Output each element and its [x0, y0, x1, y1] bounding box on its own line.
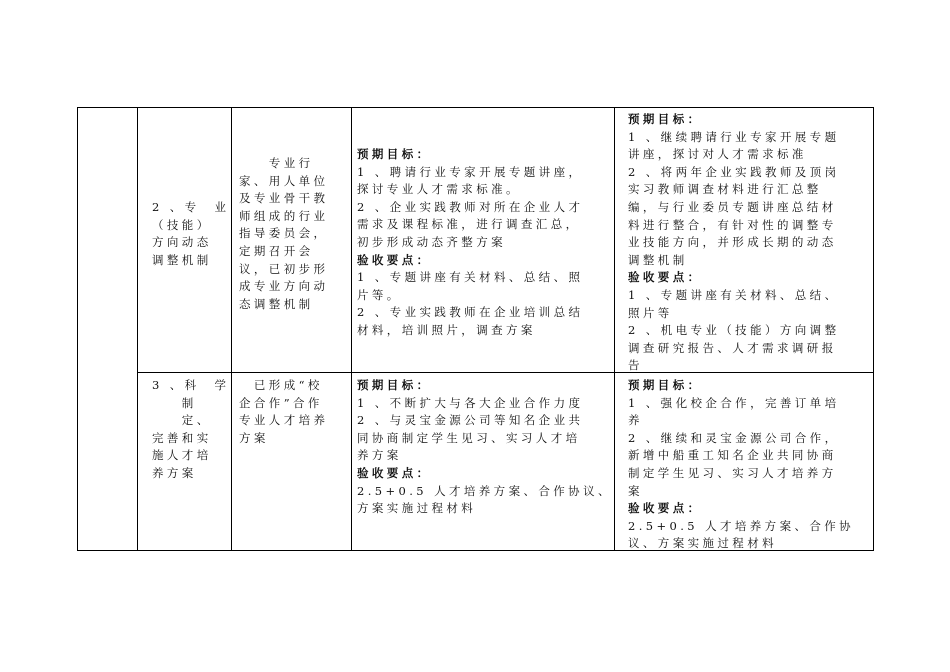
plan-text-line: 2 、继续和灵宝金源公司合作，	[628, 430, 840, 445]
row1-current-cell	[239, 155, 328, 313]
table-border-top	[77, 107, 874, 108]
plan-text-line: 2 、企业实践教师对所在企业人才	[357, 199, 584, 214]
current-text-line: 专业行	[239, 156, 314, 170]
column-divider	[231, 107, 232, 551]
current-text-line: 师组成的行业	[239, 208, 329, 223]
current-text-line: 家、用人单位	[239, 173, 329, 188]
table-border-left	[77, 107, 78, 551]
section-heading: 预期目标：	[628, 112, 703, 126]
current-text-line: 态调整机制	[239, 296, 314, 311]
plan-text-line: 1 、专题讲座有关材料、总结、照	[357, 270, 584, 285]
plan-text-line: 议、方案实施过程材料	[628, 536, 777, 551]
row2-current-cell	[239, 377, 328, 447]
current-text-line: 企合作”合作	[239, 395, 323, 410]
plan-text-line: 养方案	[357, 448, 402, 463]
plan-text-line: 2 、专业实践教师在企业培训总结	[357, 305, 584, 320]
plan-text-line: 料进行整合，有针对性的调整专	[628, 217, 837, 232]
item-text-line: 2 、专 业	[152, 200, 230, 214]
plan-text-line: 调整机制	[628, 252, 688, 267]
row1-plan1-cell	[357, 146, 583, 340]
section-heading: 验收要点：	[357, 252, 432, 267]
plan-text-line: 1 、不断扩大与各大企业合作力度	[357, 395, 584, 410]
section-heading: 验收要点：	[628, 501, 703, 516]
plan-text-line: 探讨专业人才需求标准。	[357, 182, 521, 197]
plan-text-line: 1 、继续聘请行业专家开展专题	[628, 129, 840, 144]
row1-plan2-cell	[628, 111, 839, 375]
current-text-line: 议，已初步形	[239, 261, 329, 276]
plan-text-line: 需求及课程标准，进行调查汇总，	[357, 217, 581, 232]
item-text-line: 完善和实	[152, 430, 212, 445]
plan-text-line: 1 、强化校企合作，完善订单培	[628, 395, 840, 410]
plan-text-line: 材料，培训照片，调查方案	[357, 322, 536, 337]
item-text-line: 施人才培	[152, 448, 212, 463]
current-text-line: 方案	[239, 430, 269, 445]
item-text-line: 定、	[152, 413, 212, 428]
plan-text-line: 实习教师调查材料进行汇总整	[628, 182, 822, 197]
row2-plan1-cell	[357, 377, 613, 518]
plan-text-line: 2 、将两年企业实践教师及顶岗	[628, 164, 840, 179]
item-text-line: 养方案	[152, 465, 197, 480]
column-divider	[614, 107, 615, 551]
plan-text-line: 2 、与灵宝金源公司等知名企业共	[357, 413, 584, 428]
section-heading: 预期目标：	[357, 378, 432, 392]
plan-text-line: 养	[628, 413, 643, 428]
row1-item-cell	[152, 199, 229, 269]
plan-text-line: 案	[628, 483, 643, 498]
plan-text-line: 新增中船重工知名企业共同协商	[628, 448, 837, 463]
section-heading: 验收要点：	[628, 270, 703, 285]
plan-text-line: 2.5+0.5 人才培养方案、合作协	[628, 518, 855, 533]
plan-text-line: 业技能方向，并形成长期的动态	[628, 235, 837, 250]
row2-item-cell	[152, 377, 229, 483]
item-text-line: 制	[152, 395, 197, 410]
current-text-line: 已形成“校	[239, 378, 323, 392]
current-text-line: 及专业骨干教	[239, 191, 329, 206]
plan-text-line: 2 、机电专业（技能）方向调整	[628, 323, 840, 338]
plan-text-line: 初步形成动态齐整方案	[357, 234, 506, 249]
current-text-line: 专业人才培养	[239, 413, 329, 428]
plan-text-line: 照片等	[628, 305, 673, 320]
plan-text-line: 2.5+0.5 人才培养方案、合作协议、	[357, 483, 613, 498]
plan-text-line: 方案实施过程材料	[357, 501, 477, 516]
item-text-line: （技能）	[152, 217, 212, 232]
column-divider	[137, 107, 138, 551]
item-text-line: 调整机制	[152, 252, 212, 267]
item-text-line: 方向动态	[152, 235, 212, 250]
table-border-right	[873, 107, 874, 551]
plan-text-line: 1 、专题讲座有关材料、总结、	[628, 287, 840, 302]
plan-text-line: 片等。	[357, 287, 402, 302]
section-heading: 预期目标：	[628, 378, 703, 392]
plan-text-line: 制定学生见习、实习人才培养方	[628, 465, 837, 480]
row2-plan2-cell	[628, 377, 854, 553]
section-heading: 预期目标：	[357, 147, 432, 161]
plan-text-line: 1 、聘请行业专家开展专题讲座，	[357, 164, 584, 179]
plan-text-line: 同协商制定学生见习、实习人才培	[357, 430, 581, 445]
section-heading: 验收要点：	[357, 465, 432, 480]
plan-text-line: 编，与行业委员专题讲座总结材	[628, 199, 837, 214]
item-text-line: 3 、科 学	[152, 378, 230, 392]
plan-text-line: 讲座，探讨对人才需求标准	[628, 147, 807, 162]
plan-text-line: 告	[628, 358, 643, 373]
column-divider	[351, 107, 352, 551]
current-text-line: 定期召开会	[239, 243, 314, 258]
current-text-line: 指导委员会，	[239, 226, 329, 241]
plan-text-line: 调查研究报告、人才需求调研报	[628, 340, 837, 355]
current-text-line: 成专业方向动	[239, 279, 329, 294]
